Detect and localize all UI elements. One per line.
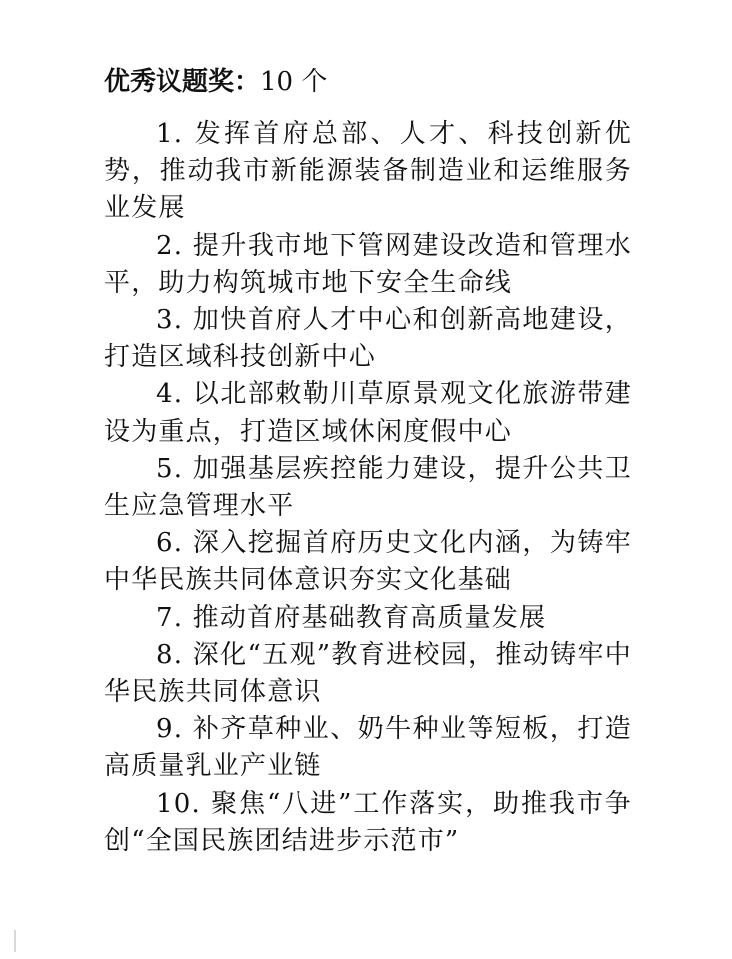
award-count: 10 个: [260, 67, 328, 97]
topic-item-3: 3. 加快首府人才中心和创新高地建设，打造区域科技创新中心: [104, 305, 632, 373]
topic-item-8: 8. 深化“五观”教育进校园，推动铸牢中华民族共同体意识: [104, 639, 632, 708]
topic-item-4: 4. 以北部敕勒川草原景观文化旅游带建设为重点，打造区域休闲度假中心: [104, 379, 632, 447]
scan-edge-mark: [14, 930, 16, 952]
topic-list: [104, 116, 632, 860]
topic-item-10: 10. 聚焦“八进”工作落实，助推我市争创“全国民族团结进步示范市”: [104, 788, 632, 856]
topic-item-9: 9. 补齐草种业、奶牛种业等短板，打造高质量乳业产业链: [104, 714, 632, 782]
topic-item-2: 2. 提升我市地下管网建设改造和管理水平，助力构筑城市地下安全生命线: [104, 230, 632, 298]
topic-item-7: 7. 推动首府基础教育高质量发展: [156, 602, 547, 633]
topic-item-1: 1. 发挥首府总部、人才、科技创新优势，推动我市新能源装备制造业和运维服务业发展: [104, 119, 632, 224]
award-title: 优秀议题奖：: [104, 67, 261, 97]
award-heading: [104, 64, 327, 100]
topic-item-6: 6. 深入挖掘首府历史文化内涵，为铸牢中华民族共同体意识夯实文化基础: [104, 528, 632, 596]
topic-item-5: 5. 加强基层疾控能力建设，提升公共卫生应急管理水平: [104, 453, 632, 522]
